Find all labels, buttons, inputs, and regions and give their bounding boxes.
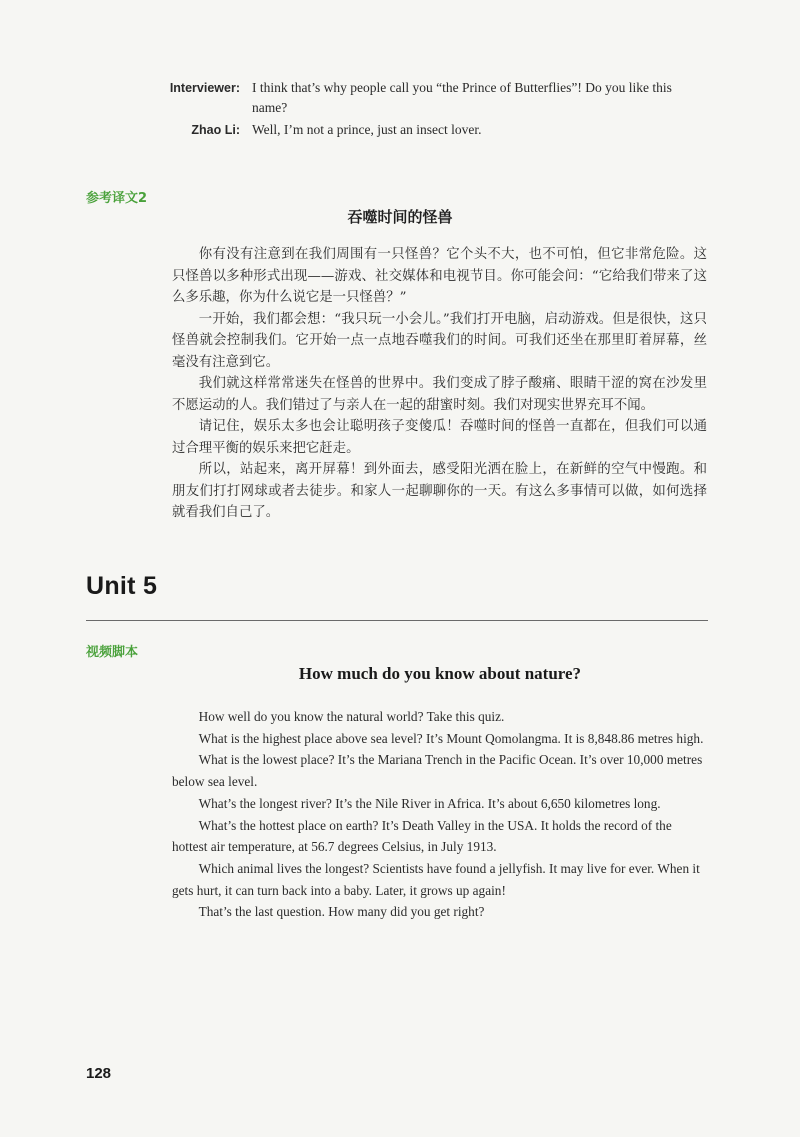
- page-number: 128: [86, 1065, 112, 1082]
- unit-divider: [86, 620, 708, 621]
- translation-paragraph: 一开始，我们都会想：“我只玩一小会儿。”我们打开电脑，启动游戏。但是很快，这只怪兽就会控制我们。它开始一点一点地吞噬我们的时间。可我们还坐在那里盯着屏幕，丝毫没有注意到它。: [172, 311, 707, 370]
- translation-section-label: 参考译文2: [86, 191, 148, 206]
- script-paragraph: What is the lowest place? It’s the Mariana Trench in the Pacific Ocean. It’s over 10,000 metres below sea level.: [172, 752, 703, 790]
- translation-body: [172, 244, 707, 524]
- speech-text: I think that’s why people call you “the Prince of Butterflies”! Do you like this name?: [252, 80, 672, 115]
- script-paragraph: What’s the hottest place on earth? It’s Death Valley in the USA. It holds the record of the hottest air temperature, at 56.7 degrees Celsius, in July 1913.: [172, 817, 672, 855]
- script-paragraph: What’s the longest river? It’s the Nile River in Africa. It’s about 6,650 kilometres long.: [198, 795, 661, 811]
- speaker-name: Interviewer:: [169, 81, 240, 95]
- speech-text: Well, I’m not a prince, just an insect lover.: [252, 122, 482, 137]
- translation-title: 吞噬时间的怪兽: [347, 208, 453, 226]
- script-paragraph: That’s the last question. How many did you get right?: [198, 904, 485, 920]
- unit-heading: Unit 5: [86, 572, 158, 600]
- dialogue-line: [150, 120, 710, 140]
- video-script-title: How much do you know about nature?: [298, 664, 582, 683]
- interview-dialogue: [150, 78, 710, 142]
- translation-paragraph: 你有没有注意到在我们周围有一只怪兽？它个头不大，也不可怕，但它非常危险。这只怪兽以多种形式出现——游戏、社交媒体和电视节目。你可能会问：“它给我们带来了这么多乐趣，你为什么说它是一只怪兽？”: [172, 247, 707, 305]
- translation-paragraph: 我们就这样常常迷失在怪兽的世界中。我们变成了脖子酸痛、眼睛干涩的窝在沙发里不愿运动的人。我们错过了与亲人在一起的甜蜜时刻。我们对现实世界充耳不闻。: [172, 376, 707, 413]
- translation-paragraph: 所以，站起来，离开屏幕！到外面去，感受阳光洒在脸上，在新鲜的空气中慢跑。和朋友们打打网球或者去徒步。和家人一起聊聊你的一天。有这么多事情可以做，如何选择就看我们自己了。: [172, 462, 707, 520]
- translation-paragraph: 请记住，娱乐太多也会让聪明孩子变傻瓜！吞噬时间的怪兽一直都在，但我们可以通过合理平衡的娱乐来把它赶走。: [172, 419, 707, 456]
- video-script-label: 视频脚本: [86, 645, 139, 660]
- dialogue-line: [150, 78, 710, 118]
- speaker-name: Zhao Li:: [191, 123, 240, 137]
- video-script-body: [172, 706, 707, 923]
- script-paragraph: What is the highest place above sea level? It’s Mount Qomolangma. It is 8,848.86 metres high.: [198, 730, 704, 746]
- script-paragraph: How well do you know the natural world? Take this quiz.: [198, 709, 505, 724]
- script-paragraph: Which animal lives the longest? Scientists have found a jellyfish. It may live for ever. When it gets hurt, it can turn back into a baby. Later, it grows up again!: [172, 860, 700, 898]
